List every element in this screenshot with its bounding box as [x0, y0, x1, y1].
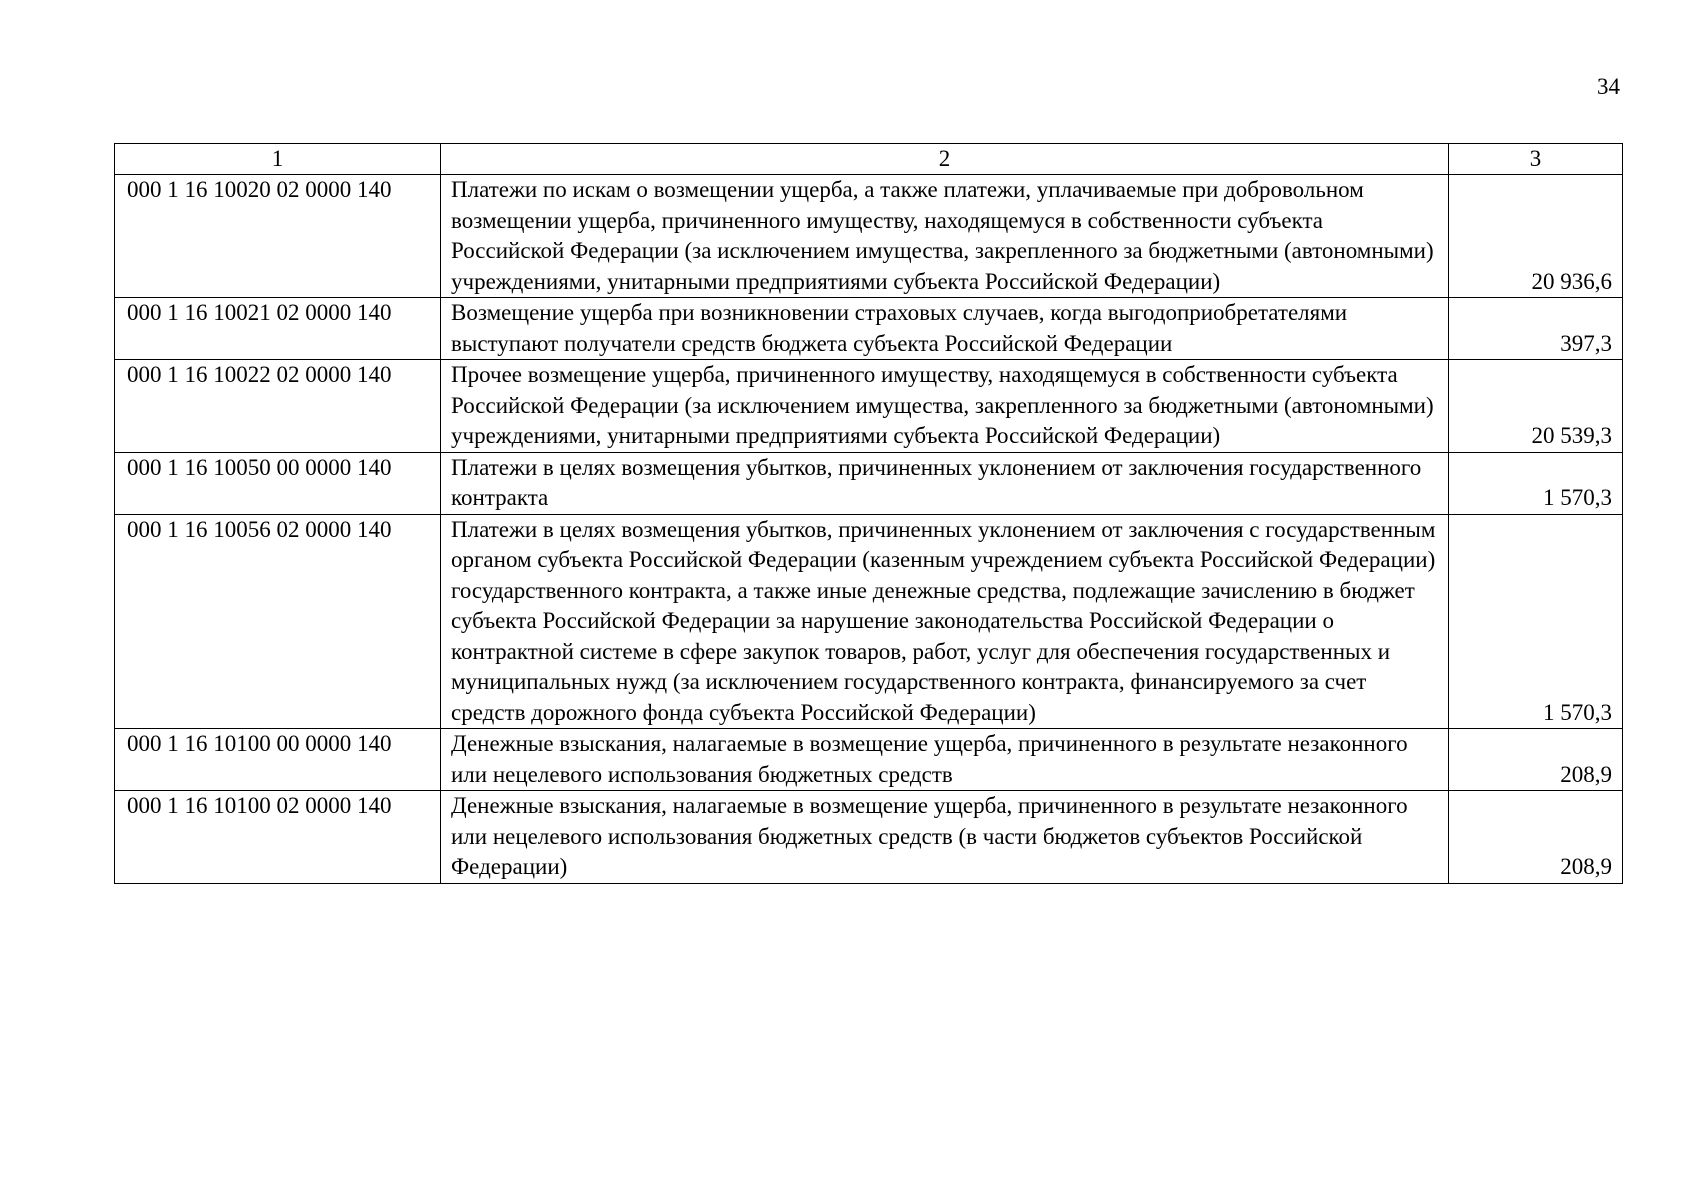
header-column-2: 2	[441, 144, 1449, 175]
amount: 20 539,3	[1449, 360, 1623, 453]
revenue-name: Денежные взыскания, налагаемые в возмещение ущерба, причиненного в результате незаконного или нецелевого использования бюджетных средств	[441, 729, 1449, 791]
budget-code: 000 1 16 10050 00 0000 140	[115, 452, 441, 514]
revenue-name: Платежи в целях возмещения убытков, причиненных уклонением от заключения государственного контракта	[441, 452, 1449, 514]
revenue-name: Денежные взыскания, налагаемые в возмещение ущерба, причиненного в результате незаконного или нецелевого использования бюджетных средств (в части бюджетов субъектов Российской Федерации)	[441, 791, 1449, 884]
revenue-name: Возмещение ущерба при возникновении страховых случаев, когда выгодоприобретателями выступают получатели средств бюджета субъекта Российской Федерации	[441, 298, 1449, 360]
amount: 1 570,3	[1449, 514, 1623, 729]
header-column-1: 1	[115, 144, 441, 175]
budget-code: 000 1 16 10100 00 0000 140	[115, 729, 441, 791]
table-header	[115, 144, 1623, 175]
budget-code: 000 1 16 10020 02 0000 140	[115, 175, 441, 298]
budget-code: 000 1 16 10021 02 0000 140	[115, 298, 441, 360]
amount: 20 936,6	[1449, 175, 1623, 298]
budget-code: 000 1 16 10100 02 0000 140	[115, 791, 441, 884]
revenue-name: Платежи в целях возмещения убытков, причиненных уклонением от заключения с государственным органом субъекта Российской Федерации (казенным учреждением субъекта Российской Федерации) государственного контракта, а также иные денежные средства, подлежащие зачислению в бюджет субъекта Российской Федерации за нарушение законодательства Российской Федерации о контрактной системе в сфере закупок товаров, работ, услуг для обеспечения государственных и муниципальных нужд (за исключением государственного контракта, финансируемого за счет средств дорожного фонда субъекта Российской Федерации)	[441, 514, 1449, 729]
budget-code: 000 1 16 10022 02 0000 140	[115, 360, 441, 453]
table-row	[115, 729, 1623, 791]
table-row	[115, 452, 1623, 514]
amount: 397,3	[1449, 298, 1623, 360]
page-number: 34	[1597, 74, 1620, 99]
revenue-name: Прочее возмещение ущерба, причиненного имуществу, находящемуся в собственности субъекта Российской Федерации (за исключением имущества, закрепленного за бюджетными (автономными) учреждениями, унитарными предприятиями субъекта Российской Федерации)	[441, 360, 1449, 453]
header-column-3: 3	[1449, 144, 1623, 175]
table-row	[115, 360, 1623, 453]
revenue-name: Платежи по искам о возмещении ущерба, а также платежи, уплачиваемые при добровольном возмещении ущерба, причиненного имуществу, находящемуся в собственности субъекта Российской Федерации (за исключением имущества, закрепленного за бюджетными (автономными) учреждениями, унитарными предприятиями субъекта Российской Федерации)	[441, 175, 1449, 298]
table-row	[115, 175, 1623, 298]
table-row	[115, 514, 1623, 729]
amount: 208,9	[1449, 729, 1623, 791]
header-row	[115, 144, 1623, 175]
revenue-table	[114, 143, 1623, 884]
amount: 208,9	[1449, 791, 1623, 884]
table-row	[115, 298, 1623, 360]
table-row	[115, 791, 1623, 884]
budget-code: 000 1 16 10056 02 0000 140	[115, 514, 441, 729]
amount: 1 570,3	[1449, 452, 1623, 514]
table-body	[115, 175, 1623, 884]
